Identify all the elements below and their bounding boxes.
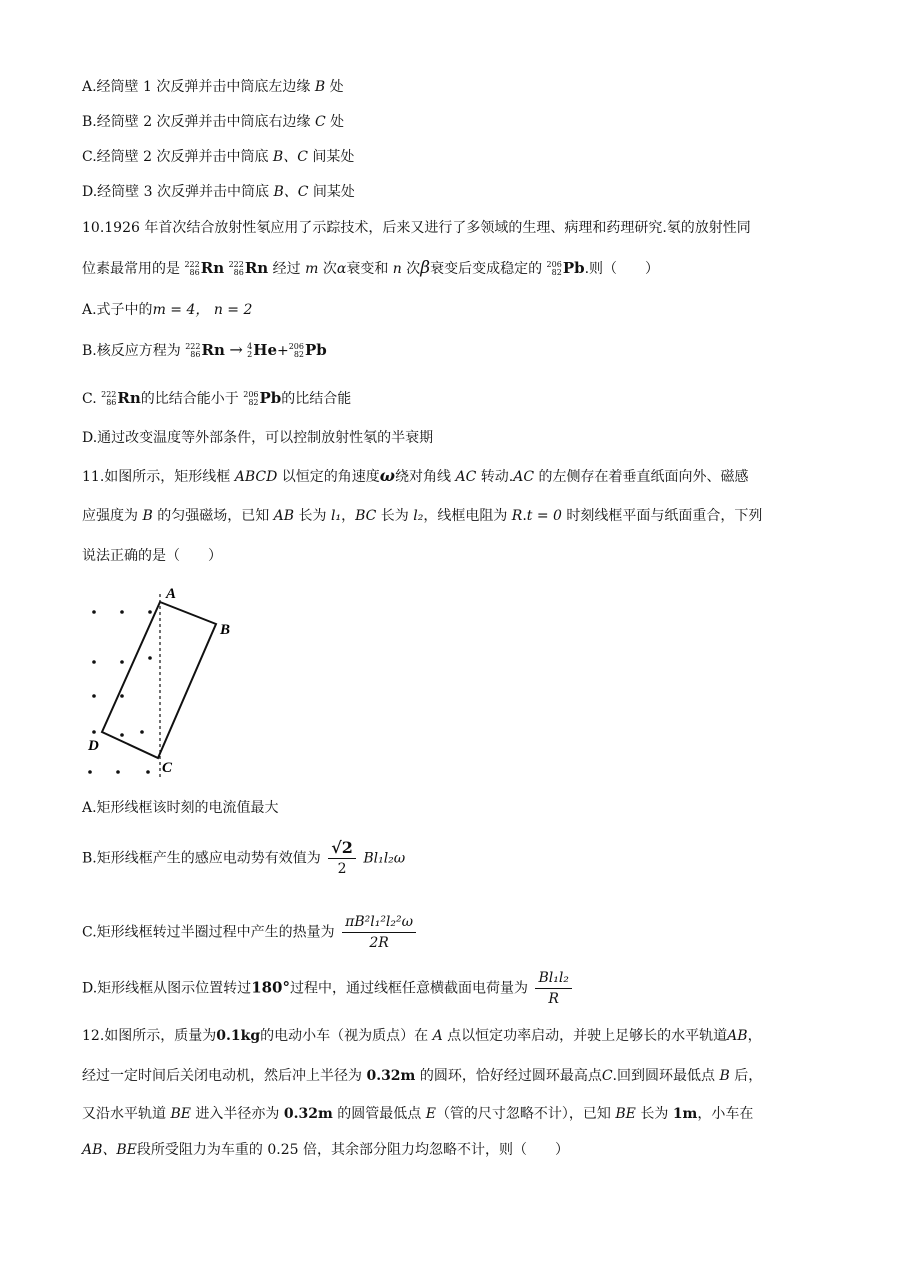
q10-option-a: A.式子中的m = 4， n = 2 [82,302,253,318]
vertex-label-b: B [220,622,231,638]
q11-option-d: D.矩形线框从图示位置转过180°过程中，通过线框任意横截面电荷量为 $\frac{\text{Bl₁l₂}}{R}$ [82,968,575,1009]
radon-nuclide-2: 222 86 Rn [228,259,269,277]
q10-stem-line2: 位素最常用的是 222 86 Rn 222 86 Rn 经过 m 次α衰变和 n 次β衰变后变成稳定的 206 82 Pb.则（ ） [82,258,660,278]
q11-stem-line1: 11.如图所示，矩形线框 ABCD 以恒定的角速度ω绕对角线 AC 转动.AC 的左侧存在着垂直纸面向外、磁感 [82,466,749,485]
q11-option-b: B.矩形线框产生的感应电动势有效值为 $\frac{√2}{2}$ Bl₁l₂ω [82,838,406,877]
q12-stem-line4: AB、BE段所受阻力为车重的 0.25 倍，其余部分阻力均忽略不计，则（ ） [82,1142,569,1158]
q11-option-c: C.矩形线框转过半圈过程中产生的热量为 $\frac{\text{πB²l₁²l₂²ω}}{2R}$ [82,912,419,953]
q10-stem-line1: 10.1926 年首次结合放射性氡应用了示踪技术，后来又进行了多领域的生理、病理和药理研究.氡的放射性同 [82,220,751,236]
vertex-label-a: A [166,586,177,602]
q9-option-d: D.经筒壁 3 次反弹并击中筒底 B、C 间某处 [82,184,355,200]
q10-option-b: B.核反应方程为 222 86 Rn → 4 2 He+ 206 82 Pb [82,340,327,359]
vertex-label-d: D [88,738,99,754]
q12-stem-line1: 12.如图所示，质量为0.1kg的电动小车（视为质点）在 A 点以恒定功率启动，并驶上足够长的水平轨道AB， [82,1028,762,1044]
q10-option-c: C. 222 86 Rn的比结合能小于 206 82 Pb的比结合能 [82,389,352,407]
q11-option-a: A.矩形线框该时刻的电流值最大 [82,800,279,816]
q9-option-b: B.经筒壁 2 次反弹并击中筒底右边缘 C 处 [82,114,345,130]
q10-option-d: D.通过改变温度等外部条件，可以控制放射性氡的半衰期 [82,430,434,446]
q11-stem-line3: 说法正确的是（ ） [82,548,222,564]
lead-nuclide: 206 82 Pb [546,259,585,277]
radon-nuclide: 222 86 Rn [184,259,225,277]
q12-stem-line3: 又沿水平轨道 BE 进入半径亦为 0.32m 的圆管最低点 E（管的尺寸忽略不计），已知 BE 长为 1m，小车在 [82,1106,754,1122]
vertex-label-c: C [162,760,173,776]
q9-option-a: A.经筒壁 1 次反弹并击中筒底左边缘 B 处 [82,79,344,95]
q12-stem-line2: 经过一定时间后关闭电动机，然后冲上半径为 0.32m 的圆环，恰好经过圆环最高点C.回到圆环最低点 B 后， [82,1068,763,1084]
rectangle-coil-figure [82,582,252,782]
q11-stem-line2: 应强度为 B 的匀强磁场，已知 AB 长为 l₁，BC 长为 l₂，线框电阻为 R.t = 0 时刻线框平面与纸面重合，下列 [82,508,763,524]
q9-option-c: C.经筒壁 2 次反弹并击中筒底 B、C 间某处 [82,149,355,165]
